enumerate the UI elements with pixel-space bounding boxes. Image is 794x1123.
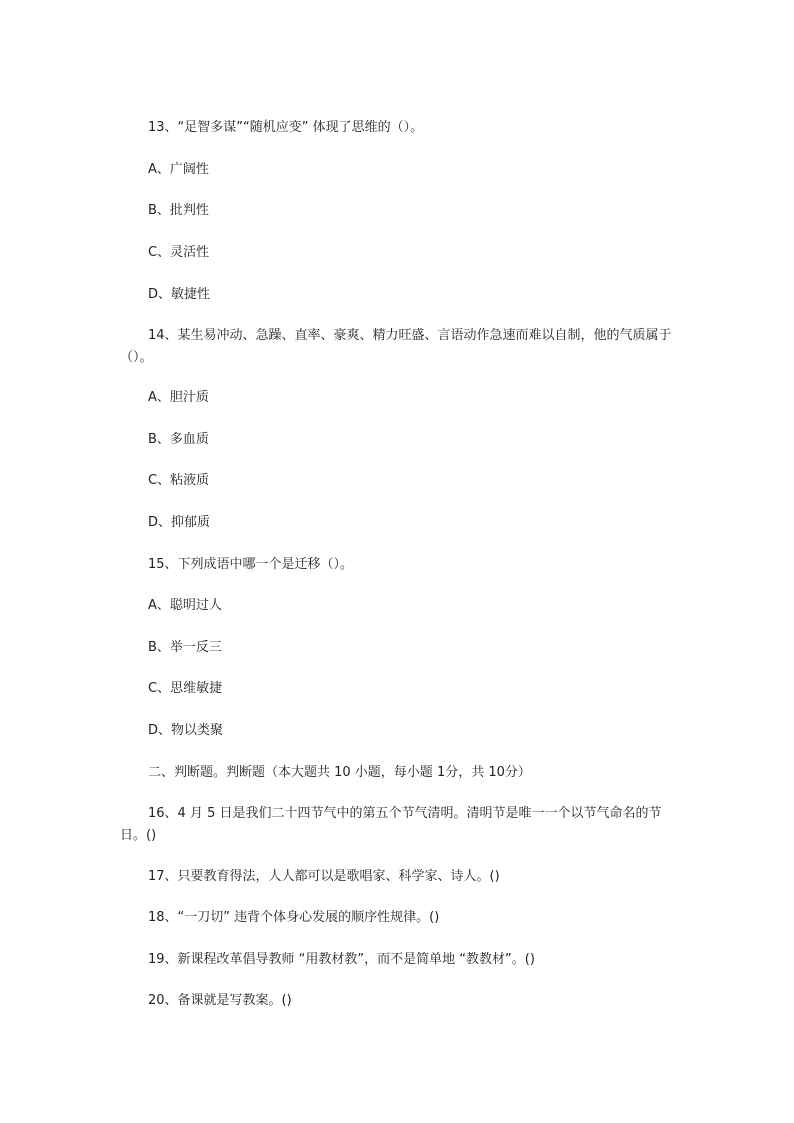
question-14-option-b: B、多血质 [148, 432, 209, 447]
question-15-option-a: A、聪明过人 [148, 598, 222, 613]
question-13-option-b: B、批判性 [148, 203, 209, 218]
question-14-option-c: C、粘液质 [148, 473, 210, 488]
question-18: 18、“一刀切” 违背个体身心发展的顺序性规律。() [148, 910, 440, 925]
question-14-stem: 14、某生易冲动、急躁、直率、豪爽、精力旺盛、言语动作急速而难以自制，他的气质属于（）。 [120, 328, 672, 365]
question-14-option-a: A、胆汁质 [148, 390, 209, 405]
section-2-heading: 二、判断题。判断题（本大题共 10 小题，每小题 1分，共 10分） [148, 765, 531, 780]
question-15-option-b: B、举一反三 [148, 640, 222, 655]
question-13-option-a: A、广阔性 [148, 162, 209, 177]
question-13-option-c: C、灵活性 [148, 245, 210, 260]
question-20: 20、备课就是写教案。() [148, 993, 292, 1008]
question-15-option-d: D、物以类聚 [148, 723, 224, 738]
question-17: 17、只要教育得法，人人都可以是歌唱家、科学家、诗人。() [148, 869, 500, 884]
question-14-option-d: D、抑郁质 [148, 515, 211, 530]
question-19: 19、新课程改革倡导教师 “用教材教”，而不是简单地 “教教材”。() [148, 952, 535, 967]
question-13-option-d: D、敏捷性 [148, 287, 211, 302]
question-15-stem: 15、下列成语中哪一个是迁移（）。 [148, 557, 354, 572]
question-13-stem: 13、“足智多谋”“随机应变” 体现了思维的（）。 [148, 120, 424, 135]
question-16: 16、4 月 5 日是我们二十四节气中的第五个节气清明。清明节是唯一一个以节气命名的节日。() [120, 806, 662, 843]
question-15-option-c: C、思维敏捷 [148, 681, 223, 696]
